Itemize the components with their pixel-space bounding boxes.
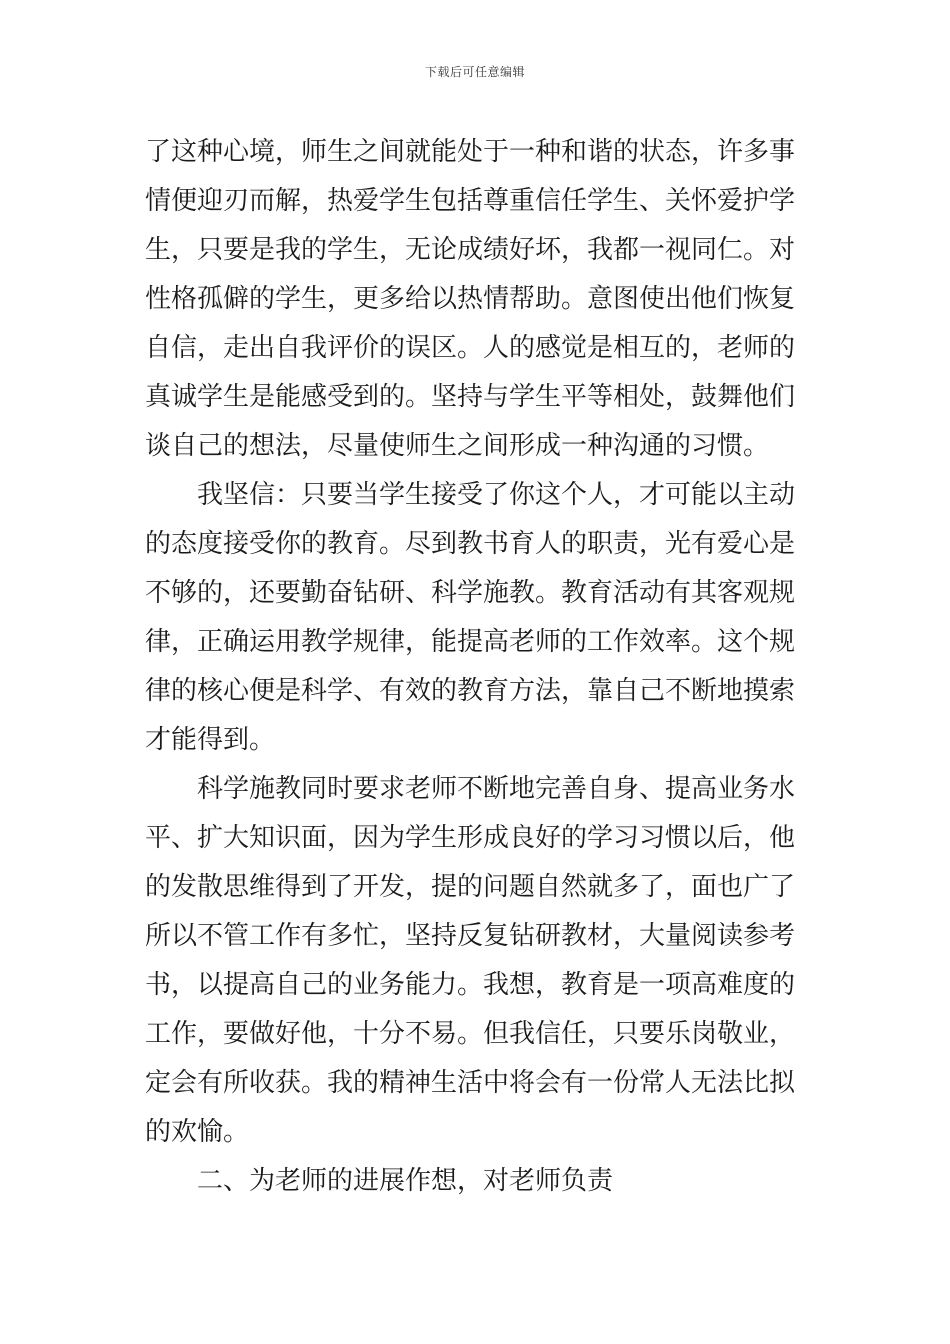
text-line: 工作，要做好他，十分不易。但我信任，只要乐岗敬业， [145,1019,796,1049]
text-line: 性格孤僻的学生，更多给以热情帮助。意图使出他们恢复 [145,284,796,314]
paragraph-first-line: 我坚信：只要当学生接受了你这个人，才可能以主动 [197,480,796,510]
text-line: 的发散思维得到了开发，提的问题自然就多了，面也广了 [145,872,796,902]
paragraph-first-line: 科学施教同时要求老师不断地完善自身、提高业务水 [197,774,796,804]
text-line: 了这种心境，师生之间就能处于一种和谐的状态，许多事 [145,137,796,167]
text-line: 情便迎刃而解，热爱学生包括尊重信任学生、关怀爱护学 [145,186,796,216]
text-line: 律，正确运用教学规律，能提高老师的工作效率。这个规 [145,627,796,657]
section-heading: 二、为老师的进展作想，对老师负责 [197,1166,614,1196]
text-line: 不够的，还要勤奋钻研、科学施教。教育活动有其客观规 [145,578,796,608]
text-line: 谈自己的想法，尽量使师生之间形成一种沟通的习惯。 [145,431,770,461]
text-line: 的态度接受你的教育。尽到教书育人的职责，光有爱心是 [145,529,796,559]
text-line: 才能得到。 [145,725,276,755]
text-line: 所以不管工作有多忙，坚持反复钻研教材，大量阅读参考 [145,921,796,951]
text-line: 平、扩大知识面，因为学生形成良好的学习习惯以后，他 [145,823,796,853]
text-line: 真诚学生是能感受到的。坚持与学生平等相处，鼓舞他们 [145,382,796,412]
text-line: 律的核心便是科学、有效的教育方法，靠自己不断地摸索 [145,676,796,706]
document-body [145,128,810,1206]
text-line: 书，以提高自己的业务能力。我想，教育是一项高难度的 [145,970,796,1000]
text-line: 的欢愉。 [145,1117,250,1147]
text-line: 定会有所收获。我的精神生活中将会有一份常人无法比拟 [145,1068,796,1098]
page-header: 下载后可任意编辑 [424,65,525,79]
text-line: 自信，走出自我评价的误区。人的感觉是相互的，老师的 [145,333,796,363]
text-line: 生，只要是我的学生，无论成绩好坏，我都一视同仁。对 [145,235,796,265]
